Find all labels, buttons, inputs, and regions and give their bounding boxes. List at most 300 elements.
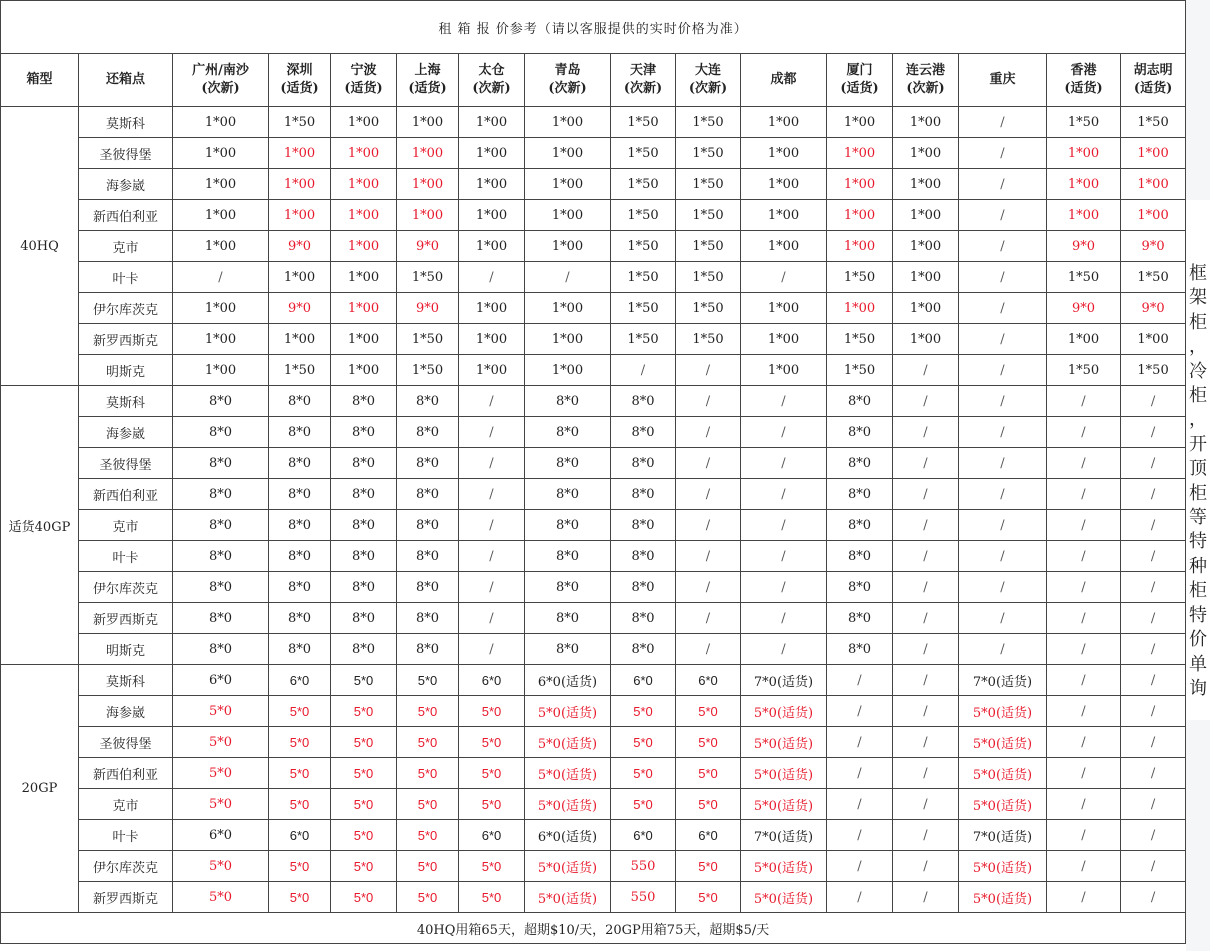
price-cell: / xyxy=(959,262,1047,293)
table-row xyxy=(1,820,1186,851)
price-cell: 5*0(适货) xyxy=(741,696,827,727)
price-cell: 9*0 xyxy=(1047,293,1121,324)
return-point-cell: 克市 xyxy=(79,789,173,820)
box-type-cell: 20GP xyxy=(1,665,79,913)
price-cell: 8*0 xyxy=(269,417,331,448)
price-cell: 5*0(适货) xyxy=(525,789,611,820)
header-col-7 xyxy=(676,54,741,107)
table-row xyxy=(1,634,1186,665)
price-cell: 8*0 xyxy=(397,510,459,541)
price-cell: / xyxy=(676,417,741,448)
price-cell: 1*00 xyxy=(173,324,269,355)
header-col-name: 成都 xyxy=(770,72,797,87)
price-cell: 1*00 xyxy=(893,324,959,355)
price-cell: / xyxy=(1047,541,1121,572)
table-row xyxy=(1,262,1186,293)
table-row xyxy=(1,169,1186,200)
side-note-char: 顶 xyxy=(1189,458,1207,480)
price-cell: 1*50 xyxy=(397,355,459,386)
price-cell: / xyxy=(827,789,893,820)
price-cell: 1*00 xyxy=(331,169,397,200)
price-cell: 5*0(适货) xyxy=(959,758,1047,789)
price-cell: 1*50 xyxy=(1047,355,1121,386)
price-cell: / xyxy=(1121,789,1186,820)
price-cell: 8*0 xyxy=(611,417,676,448)
header-return-point: 还箱点 xyxy=(79,54,173,107)
price-cell: 1*00 xyxy=(741,169,827,200)
price-cell: 6*0(适货) xyxy=(525,665,611,696)
side-note-char: 种 xyxy=(1189,555,1207,577)
side-note-char: ， xyxy=(1189,409,1207,431)
header-col-sub: (次新) xyxy=(688,81,728,96)
price-cell: 6*0 xyxy=(611,665,676,696)
price-cell: 5*0 xyxy=(459,727,525,758)
return-point-cell: 新西伯利亚 xyxy=(79,479,173,510)
price-cell: 1*50 xyxy=(611,262,676,293)
price-cell: 1*00 xyxy=(741,200,827,231)
price-cell: 8*0 xyxy=(331,541,397,572)
price-cell: 8*0 xyxy=(173,448,269,479)
price-cell: / xyxy=(1121,479,1186,510)
price-cell: 1*00 xyxy=(1047,169,1121,200)
price-cell: 1*00 xyxy=(269,200,331,231)
price-cell: 1*50 xyxy=(269,107,331,138)
price-cell: 6*0 xyxy=(269,665,331,696)
price-cell: 7*0(适货) xyxy=(959,820,1047,851)
price-cell: / xyxy=(893,727,959,758)
price-cell: / xyxy=(959,169,1047,200)
price-cell: / xyxy=(676,386,741,417)
price-cell: 5*0 xyxy=(676,789,741,820)
price-cell: 8*0 xyxy=(331,417,397,448)
price-cell: 5*0(适货) xyxy=(741,851,827,882)
price-cell: 8*0 xyxy=(611,541,676,572)
price-cell: 1*50 xyxy=(1047,262,1121,293)
header-col-name: 香港 xyxy=(1070,63,1097,78)
price-cell: / xyxy=(741,634,827,665)
price-cell: 8*0 xyxy=(397,417,459,448)
price-cell: 8*0 xyxy=(611,603,676,634)
price-cell: 8*0 xyxy=(331,603,397,634)
price-cell: 5*0 xyxy=(269,851,331,882)
price-cell: / xyxy=(459,541,525,572)
price-cell: 5*0 xyxy=(397,665,459,696)
price-cell: 8*0 xyxy=(397,386,459,417)
return-point-cell: 海参崴 xyxy=(79,417,173,448)
return-point-cell: 海参崴 xyxy=(79,696,173,727)
price-cell: 8*0 xyxy=(173,634,269,665)
price-cell: 1*00 xyxy=(525,107,611,138)
price-cell: 1*50 xyxy=(676,107,741,138)
price-cell: 5*0(适货) xyxy=(525,882,611,913)
price-cell: 1*50 xyxy=(676,200,741,231)
table-row xyxy=(1,851,1186,882)
header-col-sub: (次新) xyxy=(548,81,587,96)
price-cell: 1*50 xyxy=(611,231,676,262)
header-col-sub: (次新) xyxy=(623,81,663,96)
price-cell: / xyxy=(959,417,1047,448)
price-cell: 8*0 xyxy=(269,386,331,417)
table-row xyxy=(1,696,1186,727)
price-cell: / xyxy=(1121,448,1186,479)
price-cell: 5*0 xyxy=(676,758,741,789)
header-col-11 xyxy=(959,54,1047,107)
price-cell: 1*50 xyxy=(676,138,741,169)
price-cell: / xyxy=(525,262,611,293)
price-cell: 1*00 xyxy=(827,138,893,169)
side-note-char: 价 xyxy=(1189,629,1207,651)
price-cell: 8*0 xyxy=(525,541,611,572)
price-cell: 1*50 xyxy=(397,324,459,355)
price-cell: / xyxy=(1047,479,1121,510)
price-cell: 1*00 xyxy=(459,293,525,324)
header-col-6 xyxy=(611,54,676,107)
return-point-cell: 叶卡 xyxy=(79,820,173,851)
price-cell: / xyxy=(1047,386,1121,417)
price-cell: 1*00 xyxy=(331,355,397,386)
price-cell: 9*0 xyxy=(397,231,459,262)
price-cell: 1*00 xyxy=(893,169,959,200)
price-cell: 1*00 xyxy=(741,355,827,386)
table-row xyxy=(1,665,1186,696)
price-cell: / xyxy=(827,696,893,727)
price-cell: / xyxy=(1121,572,1186,603)
return-point-cell: 克市 xyxy=(79,231,173,262)
price-cell: 8*0 xyxy=(827,417,893,448)
price-cell: 8*0 xyxy=(525,479,611,510)
price-cell: 5*0 xyxy=(676,882,741,913)
return-point-cell: 克市 xyxy=(79,510,173,541)
price-cell: / xyxy=(959,355,1047,386)
price-cell: 5*0 xyxy=(397,820,459,851)
price-cell: 1*00 xyxy=(331,262,397,293)
price-cell: 9*0 xyxy=(1121,231,1186,262)
price-cell: 5*0 xyxy=(676,727,741,758)
price-cell: 1*00 xyxy=(459,138,525,169)
price-cell: 8*0 xyxy=(611,479,676,510)
header-col-name: 天津 xyxy=(629,63,656,78)
price-cell: 5*0 xyxy=(459,696,525,727)
price-cell: 8*0 xyxy=(827,572,893,603)
price-cell: / xyxy=(741,603,827,634)
side-note-char: 询 xyxy=(1189,677,1207,699)
price-cell: 5*0 xyxy=(459,851,525,882)
price-cell: 6*0 xyxy=(269,820,331,851)
price-cell: 1*00 xyxy=(331,200,397,231)
return-point-cell: 叶卡 xyxy=(79,262,173,293)
price-cell: / xyxy=(1047,665,1121,696)
price-cell: 5*0 xyxy=(676,851,741,882)
box-type-cell: 适货40GP xyxy=(1,386,79,665)
header-col-4 xyxy=(459,54,525,107)
header-col-sub: (适货) xyxy=(840,81,879,96)
price-cell: 1*50 xyxy=(611,200,676,231)
return-point-cell: 莫斯科 xyxy=(79,386,173,417)
price-cell: 8*0 xyxy=(525,386,611,417)
price-cell: 8*0 xyxy=(173,572,269,603)
price-cell: 8*0 xyxy=(331,386,397,417)
table-row xyxy=(1,541,1186,572)
price-cell: 1*00 xyxy=(173,231,269,262)
price-cell: 1*00 xyxy=(827,107,893,138)
table-row xyxy=(1,293,1186,324)
price-cell: 5*0 xyxy=(676,696,741,727)
price-cell: / xyxy=(1121,386,1186,417)
price-cell: 1*00 xyxy=(525,231,611,262)
price-cell: 1*00 xyxy=(893,262,959,293)
price-cell: 5*0 xyxy=(173,882,269,913)
header-col-2 xyxy=(331,54,397,107)
price-cell: / xyxy=(827,851,893,882)
price-cell: 8*0 xyxy=(269,603,331,634)
table-row xyxy=(1,479,1186,510)
price-cell: 1*50 xyxy=(827,262,893,293)
price-cell: / xyxy=(1047,634,1121,665)
price-cell: / xyxy=(893,758,959,789)
price-cell: 1*00 xyxy=(397,138,459,169)
price-cell: 1*00 xyxy=(269,138,331,169)
table-row xyxy=(1,355,1186,386)
price-cell: 8*0 xyxy=(269,572,331,603)
price-cell: / xyxy=(893,882,959,913)
price-cell: 8*0 xyxy=(611,448,676,479)
price-cell: 5*0(适货) xyxy=(741,789,827,820)
price-cell: / xyxy=(676,479,741,510)
price-cell: 8*0 xyxy=(173,417,269,448)
price-cell: 5*0(适货) xyxy=(525,851,611,882)
side-note-char: 柜 xyxy=(1189,385,1207,407)
price-cell: 5*0 xyxy=(611,696,676,727)
header-col-10 xyxy=(893,54,959,107)
price-cell: 5*0(适货) xyxy=(525,696,611,727)
header-col-12 xyxy=(1047,54,1121,107)
price-cell: 5*0(适货) xyxy=(741,727,827,758)
price-cell: 1*00 xyxy=(741,293,827,324)
price-cell: 5*0 xyxy=(331,758,397,789)
price-cell: / xyxy=(893,665,959,696)
price-cell: 1*00 xyxy=(741,231,827,262)
price-cell: 1*50 xyxy=(611,107,676,138)
price-cell: / xyxy=(959,293,1047,324)
price-cell: / xyxy=(1121,603,1186,634)
price-cell: / xyxy=(893,355,959,386)
price-cell: 1*00 xyxy=(173,200,269,231)
header-col-sub: (适货) xyxy=(1064,81,1103,96)
price-cell: 1*00 xyxy=(827,169,893,200)
price-cell: 1*00 xyxy=(525,355,611,386)
price-cell: / xyxy=(741,448,827,479)
price-cell: 1*00 xyxy=(331,138,397,169)
price-cell: / xyxy=(1121,882,1186,913)
price-cell: / xyxy=(459,572,525,603)
price-cell: / xyxy=(676,634,741,665)
price-cell: 1*00 xyxy=(459,107,525,138)
return-point-cell: 明斯克 xyxy=(79,355,173,386)
price-cell: 1*00 xyxy=(269,324,331,355)
price-cell: / xyxy=(1121,541,1186,572)
price-cell: / xyxy=(459,479,525,510)
price-cell: 1*00 xyxy=(1121,200,1186,231)
price-cell: / xyxy=(1121,820,1186,851)
price-cell: 8*0 xyxy=(397,479,459,510)
return-point-cell: 新罗西斯克 xyxy=(79,603,173,634)
price-cell: 1*00 xyxy=(397,169,459,200)
price-cell: 5*0 xyxy=(397,851,459,882)
price-cell: 1*00 xyxy=(893,293,959,324)
price-cell: / xyxy=(893,572,959,603)
price-cell: 1*50 xyxy=(1121,355,1186,386)
price-cell: 8*0 xyxy=(611,634,676,665)
price-cell: 1*00 xyxy=(1047,324,1121,355)
price-cell: 8*0 xyxy=(331,448,397,479)
price-cell: / xyxy=(741,262,827,293)
price-cell: 8*0 xyxy=(827,448,893,479)
price-cell: 5*0(适货) xyxy=(741,882,827,913)
header-col-sub: (次新) xyxy=(201,81,240,96)
header-col-name: 太仓 xyxy=(478,63,505,78)
price-cell: / xyxy=(893,541,959,572)
price-cell: 1*00 xyxy=(173,355,269,386)
price-cell: 1*00 xyxy=(1121,324,1186,355)
price-cell: 8*0 xyxy=(827,634,893,665)
price-cell: 1*00 xyxy=(459,169,525,200)
price-cell: / xyxy=(1047,851,1121,882)
price-cell: / xyxy=(893,417,959,448)
price-cell: 5*0(适货) xyxy=(959,789,1047,820)
price-cell: 1*00 xyxy=(741,138,827,169)
price-cell: / xyxy=(459,448,525,479)
price-cell: 8*0 xyxy=(827,386,893,417)
price-cell: 8*0 xyxy=(397,634,459,665)
price-cell: / xyxy=(676,572,741,603)
price-cell: 1*50 xyxy=(827,324,893,355)
price-cell: / xyxy=(1047,572,1121,603)
price-cell: / xyxy=(827,665,893,696)
price-cell: 1*00 xyxy=(741,324,827,355)
price-cell: 5*0 xyxy=(173,758,269,789)
price-cell: 550 xyxy=(611,882,676,913)
header-col-name: 广州/南沙 xyxy=(192,63,249,78)
return-point-cell: 叶卡 xyxy=(79,541,173,572)
price-cell: 1*00 xyxy=(173,293,269,324)
price-cell: 1*00 xyxy=(269,262,331,293)
price-cell: 1*00 xyxy=(331,107,397,138)
price-cell: 5*0 xyxy=(459,882,525,913)
price-cell: 5*0(适货) xyxy=(959,882,1047,913)
price-cell: 1*00 xyxy=(893,138,959,169)
side-note-char: 特 xyxy=(1189,531,1207,553)
price-cell: 1*50 xyxy=(1047,107,1121,138)
price-cell: / xyxy=(1121,851,1186,882)
price-cell: 9*0 xyxy=(1047,231,1121,262)
price-cell: 8*0 xyxy=(331,479,397,510)
table-row xyxy=(1,324,1186,355)
price-cell: / xyxy=(676,603,741,634)
price-cell: / xyxy=(893,789,959,820)
price-cell: / xyxy=(1047,448,1121,479)
price-cell: / xyxy=(1047,789,1121,820)
side-note xyxy=(1186,262,1210,701)
price-cell: 1*00 xyxy=(173,107,269,138)
header-col-1 xyxy=(269,54,331,107)
price-cell: 8*0 xyxy=(269,510,331,541)
price-cell: 1*00 xyxy=(525,169,611,200)
price-cell: 1*00 xyxy=(1047,200,1121,231)
price-cell: 8*0 xyxy=(397,448,459,479)
price-cell: / xyxy=(741,510,827,541)
price-cell: / xyxy=(959,603,1047,634)
price-cell: 1*00 xyxy=(1121,138,1186,169)
price-cell: / xyxy=(893,448,959,479)
price-cell: 5*0 xyxy=(397,882,459,913)
price-cell: 8*0 xyxy=(611,510,676,541)
price-cell: / xyxy=(893,851,959,882)
header-col-sub: (适货) xyxy=(1133,81,1173,96)
price-cell: 1*00 xyxy=(893,231,959,262)
price-cell: 5*0 xyxy=(397,696,459,727)
price-cell: / xyxy=(1121,417,1186,448)
price-cell: 5*0 xyxy=(269,758,331,789)
price-cell: 1*00 xyxy=(269,169,331,200)
header-col-sub: (适货) xyxy=(280,81,319,96)
return-point-cell: 明斯克 xyxy=(79,634,173,665)
price-cell: 5*0 xyxy=(269,696,331,727)
side-note-char: 柜 xyxy=(1189,580,1207,602)
header-col-name: 厦门 xyxy=(846,63,873,78)
price-cell: 8*0 xyxy=(173,510,269,541)
price-cell: 1*00 xyxy=(893,200,959,231)
header-col-sub: (适货) xyxy=(344,81,383,96)
price-cell: 9*0 xyxy=(269,231,331,262)
price-cell: 1*50 xyxy=(269,355,331,386)
header-col-name: 连云港 xyxy=(905,63,945,78)
price-cell: 1*00 xyxy=(827,200,893,231)
table-row xyxy=(1,107,1186,138)
table-row xyxy=(1,386,1186,417)
price-cell: 5*0(适货) xyxy=(959,851,1047,882)
price-cell: 1*00 xyxy=(397,107,459,138)
price-cell: 8*0 xyxy=(525,572,611,603)
price-cell: / xyxy=(741,417,827,448)
side-note-char: 冷 xyxy=(1189,360,1207,382)
price-cell: 5*0(适货) xyxy=(959,727,1047,758)
price-cell: / xyxy=(1121,727,1186,758)
price-cell: / xyxy=(959,386,1047,417)
header-col-5 xyxy=(525,54,611,107)
price-cell: / xyxy=(1121,696,1186,727)
price-cell: 6*0 xyxy=(173,820,269,851)
table-row xyxy=(1,448,1186,479)
price-cell: / xyxy=(1047,603,1121,634)
table-row xyxy=(1,758,1186,789)
return-point-cell: 海参崴 xyxy=(79,169,173,200)
price-cell: 1*50 xyxy=(397,262,459,293)
price-cell: / xyxy=(827,727,893,758)
side-note-char: 架 xyxy=(1189,287,1207,309)
price-cell: / xyxy=(1121,510,1186,541)
price-cell: / xyxy=(1047,696,1121,727)
side-note-char: 框 xyxy=(1189,263,1207,284)
price-cell: 8*0 xyxy=(827,510,893,541)
price-cell: / xyxy=(959,448,1047,479)
price-cell: / xyxy=(459,634,525,665)
price-cell: 8*0 xyxy=(269,541,331,572)
price-cell: 5*0 xyxy=(331,696,397,727)
price-cell: 5*0 xyxy=(611,758,676,789)
header-col-13 xyxy=(1121,54,1186,107)
price-cell: / xyxy=(459,510,525,541)
price-cell: 1*00 xyxy=(459,200,525,231)
